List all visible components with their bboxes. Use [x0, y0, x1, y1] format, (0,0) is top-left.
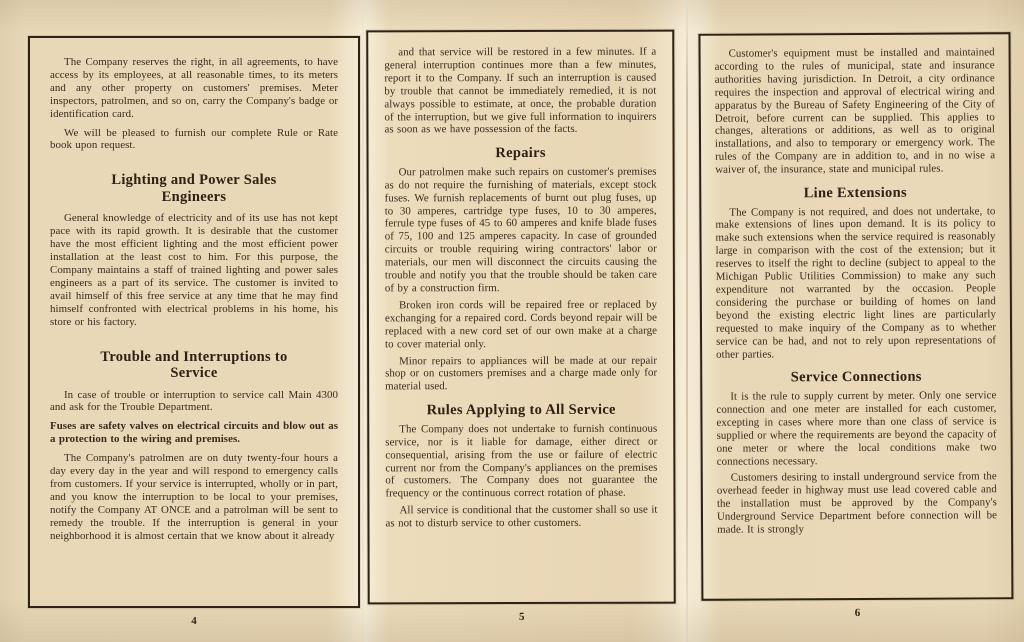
paragraph: Minor repairs to appliances will be made at our repair shop or on customers premises and a charge made only for material used.	[385, 354, 658, 393]
page-4-border-box	[28, 36, 360, 608]
paragraph: Customer's equipment must be installed and maintained according to the rules of municipal, state and insurance authorities having jurisdiction. In Detroit, a city ordinance requires the inspection and approval of electrical wiring and apparatus by the Bureau of Safety Engineering of the City of Detroit, before current can be supplied. This applies to changes, alterations or additions, as well as to original installations, and also to temporary or emergency work. The rules of the Company are in addition to, and in no wise a waiver of, the insurance, state and municipal rules.	[714, 46, 996, 176]
paragraph: Broken iron cords will be repaired free or replaced by exchanging for a repaired cord. Cords beyond repair will be replaced with a new cord set of our own make at a charge to cover material only.	[384, 298, 658, 350]
paragraph: The Company reserves the right, in all agreements, to have access by its employees, at all reasonable times, to its meters and any other property on customers' premises. Meter inspectors, patrolmen, and so on, carry the Company's badge or identification card.	[50, 56, 338, 120]
paragraph: It is the rule to supply current by meter. Only one service connection and one meter are installed for each customer, excepting in cases where more than one class of service is supplied or where the requirements are beyond the capacity of one meter or where the local conditions make two connections necessary.	[716, 389, 997, 468]
paragraph: The Company is not required, and does not undertake, to make extensions of lines upon demand. It is its policy to make such extensions when the service required is reasonably large in comparison with the cost of the extension; but it reserves to itself the right to decline (subject to appeal to the Michigan Public Utilities Commission) to make any such expenditure not warranted by the occasion. People considering the purchase or building of homes on land beyond the existing electric light lines are particularly requested to make inquiry of the Company as to whether service can be had, and not to rely upon representations of other parties.	[715, 204, 997, 361]
page-6-panel	[698, 32, 1013, 620]
fold-crease-left	[362, 0, 364, 642]
heading-lighting-and-power-sales-engineers: Lighting and Power Sales Engineers	[111, 172, 277, 205]
page-5-border-box	[366, 30, 676, 605]
paragraph: The Company does not undertake to furnish continuous service, nor is it liable for damage, either direct or consequential, arising from the use or failure of electric current nor from the Company's appliances on the premises of customers. The Company does not guarantee the frequency or the continuous correct rotation of phase.	[385, 422, 658, 500]
paragraph: In case of trouble or interruption to service call Main 4300 and ask for the Trouble Department.	[50, 388, 338, 414]
fold-crease-right	[686, 0, 688, 642]
page-6-border-box	[698, 32, 1013, 601]
paragraph: All service is conditional that the customer shall so use it as not to disturb service to other customers.	[385, 503, 658, 530]
paragraph: and that service will be restored in a few minutes. If a general interruption continues more than a few minutes, report it to the Company. If such an interruption is caused by trouble that cannot be immediately remedied, it is not always possible to estimate, at once, the probable duration of the interruption, but we give full information to inquirers as soon as we have possession of the facts.	[384, 45, 657, 136]
page-5-panel	[366, 30, 676, 624]
paragraph: General knowledge of electricity and of its use has not kept pace with its rapid growth. It is desirable that the customer have the most efficient lighting and the most efficient power installation at the least cost to him. For this purpose, the Company maintains a staff of trained lighting and power sales engineers as a part of its service. The customer is invited to avail himself of this free service at any time that he may find himself confronted with electrical problems in his home, his store or his factory.	[50, 212, 338, 328]
heading-trouble-and-interruptions-to-service: Trouble and Interruptions to Service	[100, 348, 288, 382]
paragraph: We will be pleased to furnish our complete Rule or Rate book upon request.	[50, 126, 338, 152]
page-number: 6	[854, 606, 861, 620]
paragraph: Customers desiring to install underground service from the overhead feeder in highway must use lead covered cable and the installation must be approved by the Company's Underground Service Department before connection will be made. It is strongly	[716, 470, 998, 536]
page-number: 5	[518, 610, 525, 624]
paragraph: Our patrolmen make such repairs on customer's premises as do not require the furnishing of materials, except stock fuses. We furnish replacements of burnt out plug fuses, up to 30 amperes, cartridge type fuses, 10 to 30 amperes, ferrule type fuses of 45 to 60 amperes and knife blade fuses of 75, 100 and 125 amperes capacity. In case of grounded circuits or trouble requiring wiring contractors' labor or materials, our men will disconnect the circuits causing the trouble and notify you that the trouble should be taken care of by a construction firm.	[384, 165, 657, 295]
page-number: 4	[191, 615, 197, 627]
heading-repairs: Repairs	[495, 145, 546, 162]
heading-rules-applying-to-all-service: Rules Applying to All Service	[426, 402, 616, 419]
paragraph: The Company's patrolmen are on duty twenty-four hours a day every day in the year and will respond to emergency calls from customers. If your service is interrupted, wholly or in part, and you know the interruption to be local to your premises, notify the Company AT ONCE and a patrolman will be sent to remedy the trouble. If the interruption is general in your neighborhood it is almost certain that we know about it already	[50, 452, 338, 542]
paragraph-emphasis-fuses: Fuses are safety valves on electrical circuits and blow out as a protection to the wiring and premises.	[50, 420, 338, 446]
page-4-panel	[28, 36, 360, 627]
heading-service-connections: Service Connections	[790, 369, 922, 386]
heading-line-extensions: Line Extensions	[803, 184, 907, 202]
